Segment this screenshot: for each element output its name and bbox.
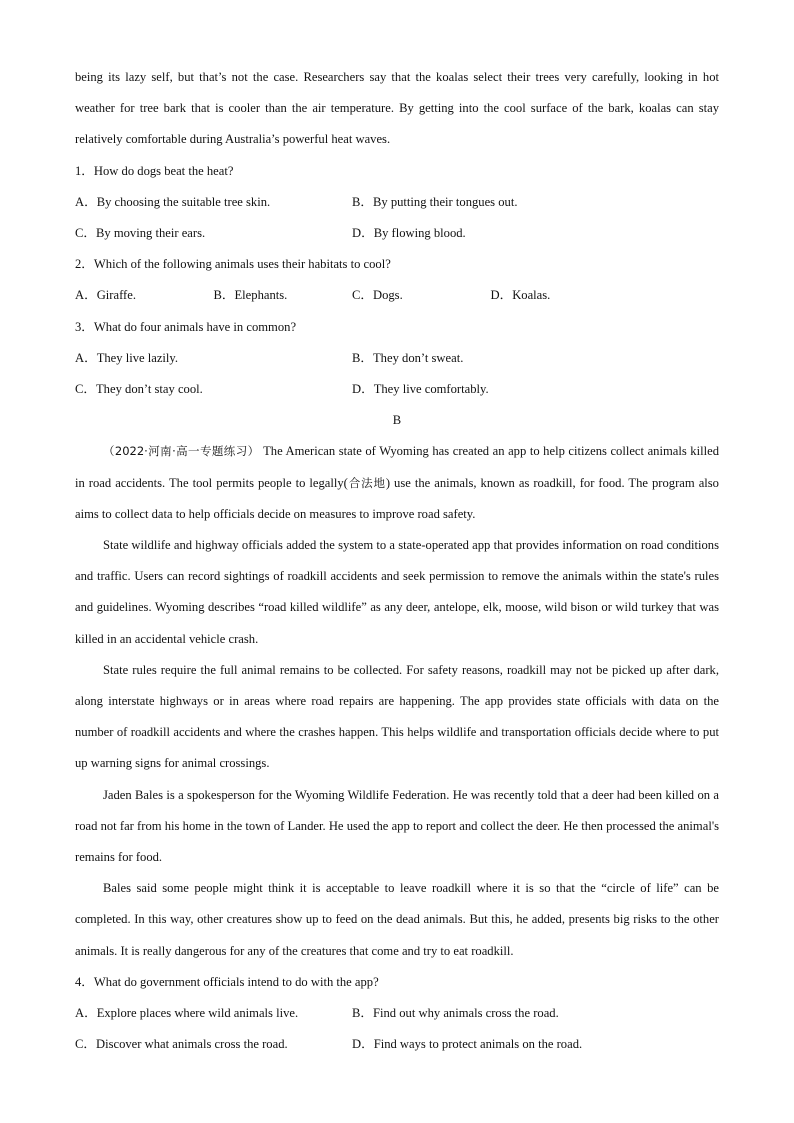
chinese-gloss: 合法地	[347, 475, 386, 490]
passage-b-paragraph-1	[75, 436, 719, 530]
question-3-option-c[interactable]: C．They don’t stay cool.	[75, 381, 203, 396]
section-b-title: B	[392, 413, 402, 428]
question-4-option-d[interactable]: D．Find ways to protect animals on the road.	[352, 1037, 583, 1052]
question-4-options-row-2	[75, 1029, 719, 1060]
question-4: 4．What do government officials intend to do with the app?	[75, 974, 379, 989]
question-3-options-row-2	[75, 374, 719, 405]
question-2-option-a[interactable]: A．Giraffe.	[75, 288, 136, 303]
question-1-option-d[interactable]: D．By flowing blood.	[352, 225, 466, 240]
passage-a-tail: being its lazy self, but that’s not the case. Researchers say that the koalas select their trees very carefully, looking in hot weather for tree bark that is cooler than the air temperature. By getting into the cool surface of the bark, koalas can stay relatively comfortable during Australia’s powerful heat waves.	[75, 70, 719, 147]
passage-b-paragraph-1-text-a: The American state of Wyoming has created an app to help citizens collect animals killed in road accidents. The tool permits people to legally(	[75, 444, 719, 490]
question-2-option-c[interactable]: C．Dogs.	[352, 288, 403, 303]
passage-b-paragraph-1-text-b: ) use the animals, known as roadkill, for food. The program also aims to collect data to help officials decide on measures to improve road safety.	[75, 475, 719, 521]
passage-b-paragraph-2: State wildlife and highway officials added the system to a state-operated app that provides information on road conditions and traffic. Users can record sightings of roadkill accidents and seek permission to remove the animals within the state's rules and guidelines. Wyoming describes “road killed wildlife” as any deer, antelope, elk, moose, wild bison or wild turkey that was killed in an accidental vehicle crash.	[75, 537, 719, 646]
question-4-options-row-1	[75, 998, 719, 1029]
question-4-option-c[interactable]: C．Discover what animals cross the road.	[75, 1037, 288, 1052]
question-3-option-b[interactable]: B．They don’t sweat.	[352, 350, 464, 365]
question-4-option-b[interactable]: B．Find out why animals cross the road.	[352, 1005, 559, 1020]
passage-b-paragraph-5: Bales said some people might think it is acceptable to leave roadkill where it is so that the “circle of life” can be completed. In this way, other creatures show up to feed on the dead animals. But this, he added, presents big risks to the other animals. It is really dangerous for any of the creatures that come and try to eat roadkill.	[75, 881, 719, 958]
question-1: 1．How do dogs beat the heat?	[75, 163, 234, 178]
question-1-option-a[interactable]: A．By choosing the suitable tree skin.	[75, 194, 271, 209]
passage-b-paragraph-3: State rules require the full animal remains to be collected. For safety reasons, roadkill may not be picked up after dark, along interstate highways or in areas where road repairs are happening. The app provides state officials with data on the number of roadkill accidents and where the crashes happen. This helps wildlife and transportation officials decide where to put up warning signs for animal crossings.	[75, 662, 719, 771]
question-2-option-b[interactable]: B．Elephants.	[213, 288, 288, 303]
question-1-option-b[interactable]: B．By putting their tongues out.	[352, 194, 518, 209]
question-2-options-row	[75, 280, 719, 311]
question-3-option-d[interactable]: D．They live comfortably.	[352, 381, 489, 396]
passage-source: （2022·河南·高一专题练习）	[103, 444, 260, 459]
passage-b-paragraph-4: Jaden Bales is a spokesperson for the Wyoming Wildlife Federation. He was recently told that a deer had been killed on a road not far from his home in the town of Lander. He used the app to report and collect the deer. He then processed the animal's remains for food.	[75, 787, 719, 864]
document-page	[75, 62, 719, 1060]
question-2: 2．Which of the following animals uses their habitats to cool?	[75, 257, 391, 272]
question-4-option-a[interactable]: A．Explore places where wild animals live.	[75, 1005, 299, 1020]
question-1-options-row-1	[75, 187, 719, 218]
question-3-option-a[interactable]: A．They live lazily.	[75, 350, 179, 365]
question-1-options-row-2	[75, 218, 719, 249]
question-3-options-row-1	[75, 343, 719, 374]
question-2-option-d[interactable]: D．Koalas.	[490, 288, 551, 303]
question-1-option-c[interactable]: C．By moving their ears.	[75, 225, 206, 240]
question-3: 3．What do four animals have in common?	[75, 319, 297, 334]
